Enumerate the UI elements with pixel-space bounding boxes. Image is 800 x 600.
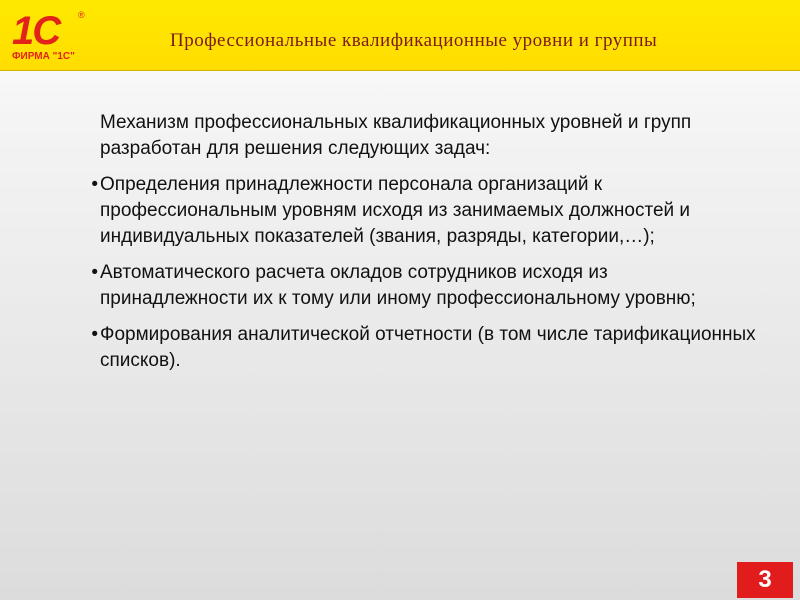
bullet-text: Автоматического расчета окладов сотрудников исходя из принадлежности их к тому или иному профессиональному уровню; [100,262,696,309]
bullet-item [76,260,756,312]
bullet-icon: • [91,174,98,195]
bullet-icon: • [91,324,98,345]
company-name: ФИРМА "1С" [12,51,75,62]
1c-logo-mark: 1С [12,9,60,53]
bullet-item [76,172,756,250]
bullet-icon: • [91,262,98,283]
bullet-text: Определения принадлежности персонала организаций к профессиональным уровням исходя из занимаемых должностей и индивидуальных показателей (звания, разряды, категории,…); [100,174,691,247]
intro-paragraph: Механизм профессиональных квалификационных уровней и групп разработан для решения следующих задач: [100,112,692,159]
registered-mark: ® [78,10,85,20]
slide-body [76,110,756,384]
1c-logo [8,4,108,64]
slide-title: Профессиональные квалификационные уровни и группы [170,30,658,51]
page-number: 3 [737,562,793,598]
bullet-item [76,322,756,374]
bullet-text: Формирования аналитической отчетности (в том числе тарификационных списков). [100,324,756,371]
header-divider [0,70,800,71]
